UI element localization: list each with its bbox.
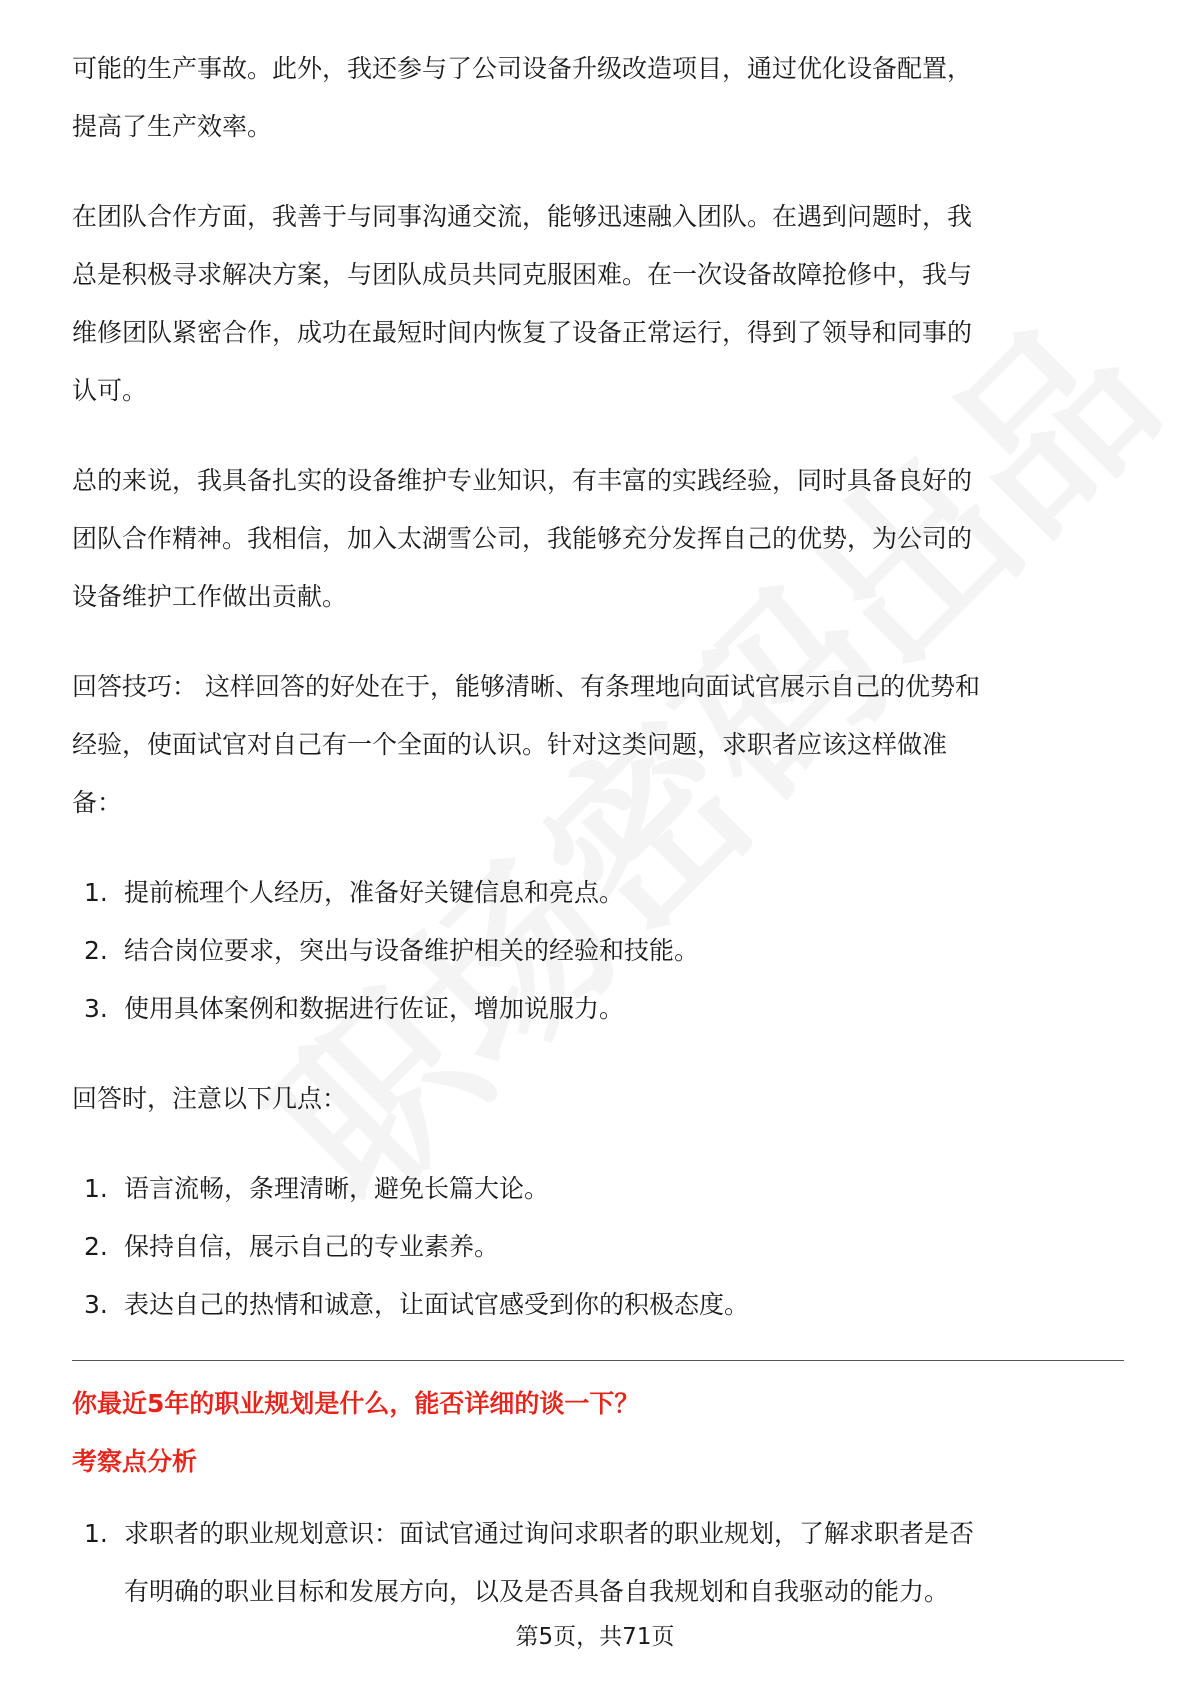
list-text: 表达自己的热情和诚意，让面试官感受到你的积极态度。 xyxy=(124,1290,750,1319)
text-line: 可能的生产事故。此外，我还参与了公司设备升级改造项目，通过优化设备配置， xyxy=(72,54,973,83)
text-line: 设备维护工作做出贡献。 xyxy=(72,582,348,611)
list-text: 提前梳理个人经历，准备好关键信息和亮点。 xyxy=(124,878,625,907)
page-footer: 第5页，共71页 xyxy=(515,1624,675,1650)
paragraph-3 xyxy=(72,452,1124,626)
list-text: 有明确的职业目标和发展方向，以及是否具备自我规划和自我驱动的能力。 xyxy=(124,1577,950,1606)
list-text: 保持自信，展示自己的专业素养。 xyxy=(124,1232,500,1261)
section-divider xyxy=(72,1360,1124,1361)
analysis-list xyxy=(72,1505,1124,1621)
text-line: 经验，使面试官对自己有一个全面的认识。针对这类问题，求职者应该这样做准 xyxy=(72,730,948,759)
notes-intro: 回答时，注意以下几点： xyxy=(72,1084,348,1113)
list-item xyxy=(72,922,1124,980)
list-text: 求职者的职业规划意识：面试官通过询问求职者的职业规划，了解求职者是否 xyxy=(124,1519,975,1548)
paragraph-tips xyxy=(72,658,1124,832)
list-text: 使用具体案例和数据进行佐证，增加说服力。 xyxy=(124,994,625,1023)
text-line: 总的来说，我具备扎实的设备维护专业知识，有丰富的实践经验，同时具备良好的 xyxy=(72,466,973,495)
question-heading: 你最近5年的职业规划是什么，能否详细的谈一下？ xyxy=(72,1389,640,1418)
analysis-heading: 考察点分析 xyxy=(72,1447,198,1476)
list-text: 语言流畅，条理清晰，避免长篇大论。 xyxy=(124,1174,550,1203)
text-line: 认可。 xyxy=(72,376,148,405)
list-item xyxy=(72,1218,1124,1276)
list-item xyxy=(72,1160,1124,1218)
list-number: 2. xyxy=(84,1232,108,1261)
text-line: 备： xyxy=(72,788,123,817)
notes-list xyxy=(72,1160,1124,1334)
list-number: 3. xyxy=(84,994,108,1023)
paragraph-2 xyxy=(72,188,1124,420)
prep-list xyxy=(72,864,1124,1038)
document-body xyxy=(72,40,1124,1621)
list-number: 1. xyxy=(84,1519,108,1548)
paragraph-1 xyxy=(72,40,1124,156)
text-line: 回答技巧： 这样回答的好处在于，能够清晰、有条理地向面试官展示自己的优势和 xyxy=(72,672,980,701)
list-item xyxy=(72,1276,1124,1334)
text-line: 团队合作精神。我相信，加入太湖雪公司，我能够充分发挥自己的优势，为公司的 xyxy=(72,524,973,553)
list-number: 1. xyxy=(84,878,108,907)
list-item xyxy=(72,1505,1124,1621)
list-item xyxy=(72,980,1124,1038)
list-number: 2. xyxy=(84,936,108,965)
text-line: 提高了生产效率。 xyxy=(72,112,273,141)
text-line: 总是积极寻求解决方案，与团队成员共同克服困难。在一次设备故障抢修中，我与 xyxy=(72,260,973,289)
text-line: 维修团队紧密合作，成功在最短时间内恢复了设备正常运行，得到了领导和同事的 xyxy=(72,318,973,347)
list-text: 结合岗位要求，突出与设备维护相关的经验和技能。 xyxy=(124,936,700,965)
list-number: 1. xyxy=(84,1174,108,1203)
list-number: 3. xyxy=(84,1290,108,1319)
list-item xyxy=(72,864,1124,922)
text-line: 在团队合作方面，我善于与同事沟通交流，能够迅速融入团队。在遇到问题时，我 xyxy=(72,202,973,231)
